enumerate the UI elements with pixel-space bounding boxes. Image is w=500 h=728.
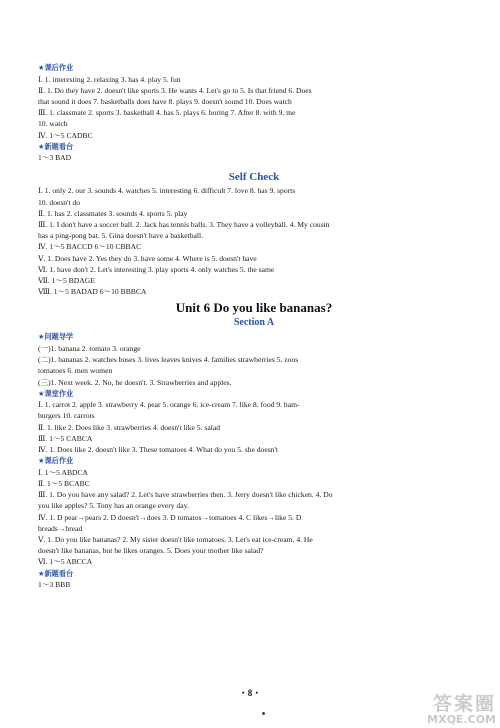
answer-line: Ⅲ. 1. Do you have any salad? 2. Let's have strawberries then. 3. Jerry doesn't like chicken. 4. Do: [38, 490, 333, 500]
star-icon: ★: [38, 568, 45, 578]
answer-line: Ⅰ. 1～5 ABDCA: [38, 467, 89, 477]
answer-line: Ⅳ. 1～5 BACCD 6～10 CBBAC: [38, 242, 142, 252]
answer-line: 10. doesn't do: [38, 197, 81, 207]
answer-line: Ⅰ. 1. only 2. our 3. sounds 4. watches 5. interesting 6. difficult 7. love 8. has 9. sports: [38, 186, 296, 196]
answer-line: Ⅱ. 1. like 2. Does like 3. strawberries 4. doesn't like 5. salad: [38, 422, 220, 432]
section-title: Section A: [233, 317, 275, 329]
answer-line: Ⅲ. 1～5 CABCA: [38, 433, 93, 443]
section-label: [38, 388, 470, 400]
answer-line: Ⅲ. 1. I don't have a soccer ball. 2. Jack has tennis balls. 3. They have a volleyball. 4. My cousin: [38, 220, 330, 230]
answer-line: that sound it does 7. basketballs does have 8. plays 9. doesn't sound 10. Does watch: [38, 96, 292, 106]
watermark-logo: [408, 694, 496, 728]
answer-line: Ⅲ. 1. classmate 2. sports 3. basketball 4. has 5. plays 6. boring 7. After 8. with 9. me: [38, 108, 296, 118]
page-number: ・8・: [238, 688, 262, 698]
section-label-text: 课堂作业: [44, 388, 74, 398]
answer-line: Ⅶ. 1～5 BDAGE: [38, 276, 95, 286]
answer-line: Ⅱ. 1. Do they have 2. doesn't like sports 3. He wants 4. Let's go to 5. Is that friend 6. Does: [38, 85, 312, 95]
self-check-title: Self Check: [228, 171, 280, 184]
answer-line: Ⅱ. 1～5 BCABC: [38, 478, 90, 488]
answer-line: Ⅳ. 1～5 CADBC: [38, 130, 93, 140]
answer-line: (三)1. Next week. 2. No, he doesn't. 3. Strawberries and apples.: [38, 377, 232, 387]
answer-line: has a ping-pong bat. 5. Gina doesn't have a basketball.: [38, 231, 204, 241]
page-dot: [262, 712, 265, 715]
section-label-text: 课后作业: [44, 63, 74, 72]
star-icon: ★: [38, 456, 45, 466]
answer-line: you like apples? 5. Tony has an orange every day.: [38, 501, 189, 511]
section-label: [38, 455, 470, 467]
star-icon: ★: [38, 63, 45, 72]
answer-line: Ⅰ. 1. interesting 2. relaxing 3. has 4. play 5. fun: [38, 74, 181, 84]
answer-line: doesn't like bananas, but he likes oranges. 5. Does your mother like salad?: [38, 546, 264, 556]
answer-line: Ⅷ. 1～5 BADAD 6～10 BBBCA: [38, 287, 147, 297]
answer-line: breads→bread: [38, 523, 83, 533]
answer-line: Ⅵ. 1～5 ABCCA: [38, 557, 93, 567]
unit-title: Unit 6 Do you like bananas?: [175, 300, 333, 316]
answer-line: Ⅱ. 1. has 2. classmates 3. sounds 4. sports 5. play: [38, 208, 188, 218]
star-icon: ★: [38, 332, 45, 342]
section-label: [38, 568, 470, 580]
watermark-bottom: MXQE.COM: [427, 713, 496, 726]
answer-content: [38, 62, 470, 590]
star-icon: ★: [38, 388, 45, 398]
section-label-text: 课后作业: [44, 456, 74, 466]
section-label: [38, 62, 470, 74]
star-icon: ★: [38, 141, 45, 151]
answer-line: Ⅴ. 1. Does have 2. Yes they do 3. have some 4. Where is 5. doesn't have: [38, 253, 257, 263]
answer-line: Ⅳ. 1. D pear→pears 2. D doesn't→does 3. D tomatos→tomatoes 4. C likes→like 5. D: [38, 512, 302, 522]
answer-line: 10. watch: [38, 119, 68, 129]
answer-line: burgers 10. carrots: [38, 411, 95, 421]
answer-line: Ⅰ. 1. carrot 2. apple 3. strawberry 4. pear 5. orange 6. ice-cream 7. like 8. food 9. ham-: [38, 400, 300, 410]
answer-line: (一)1. banana 2. tomato 3. orange: [38, 343, 141, 353]
section-label-text: 新题看台: [44, 141, 74, 151]
section-label-text: 问题导学: [44, 332, 74, 342]
section-label: [38, 141, 470, 153]
answer-line: Ⅳ. 1. Does like 2. doesn't like 3. These tomatoes 4. What do you 5. she doesn't: [38, 445, 278, 455]
answer-line: 1～3 BAD: [38, 153, 72, 163]
watermark-top: 答案圈: [432, 693, 496, 715]
answer-line: 1～3 BBB: [38, 580, 71, 590]
section-label-text: 新题看台: [44, 568, 74, 578]
answer-line: Ⅵ. 1. have don't 2. Let's interesting 3. play sports 4. only watches 5. the same: [38, 264, 275, 274]
section-label: [38, 331, 470, 343]
answer-line: Ⅴ. 1. Do you like bananas? 2. My sister doesn't like tomatoes. 3. Let's eat ice-cream. 4. He: [38, 535, 313, 544]
answer-line: (二)1. bananas 2. watches buses 3. lives leaves knives 4. families strawberries 5. zoos: [38, 355, 299, 365]
answer-line: tomatoes 6. men women: [38, 366, 113, 376]
